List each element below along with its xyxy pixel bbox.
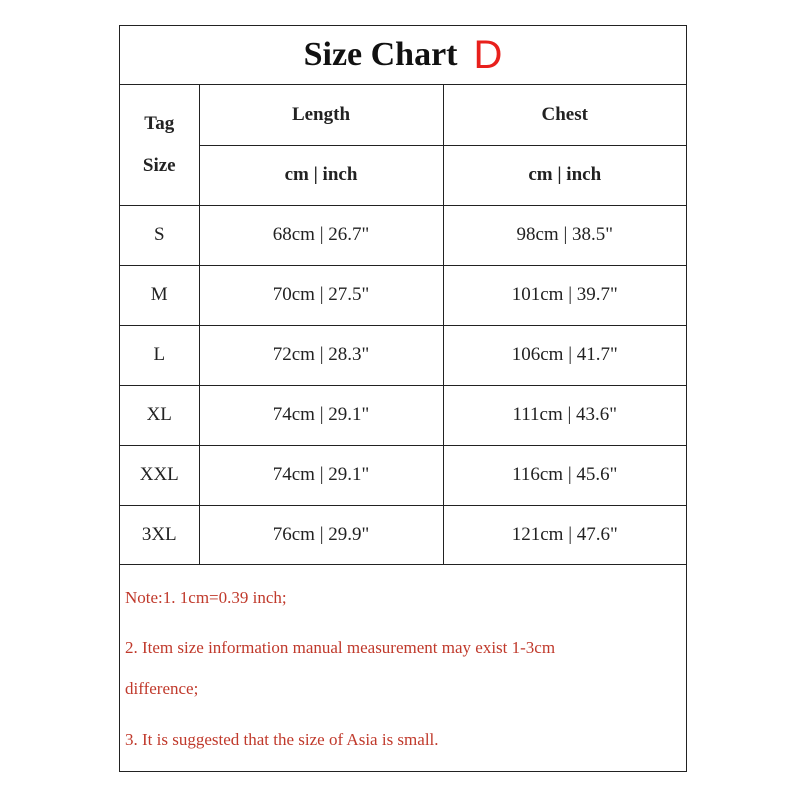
tag-size-header-line1: Tag — [144, 112, 175, 134]
length-cell: 72cm | 28.3" — [199, 325, 443, 385]
tag-size-header-line2: Size — [142, 154, 176, 176]
note-line-2: 2. Item size information manual measurement may exist 1-3cm — [125, 638, 556, 657]
table-row — [120, 205, 686, 265]
table-row — [120, 265, 686, 325]
table-row — [120, 445, 686, 505]
chest-header: Chest — [443, 85, 686, 145]
chest-cell: 98cm | 38.5" — [443, 205, 686, 265]
note-line-4: 3. It is suggested that the size of Asia is small. — [125, 730, 439, 749]
size-cell: 3XL — [120, 505, 199, 564]
chest-cell: 111cm | 43.6" — [443, 385, 686, 445]
length-cell: 70cm | 27.5" — [199, 265, 443, 325]
table-row — [120, 505, 686, 564]
size-table — [120, 85, 686, 565]
chart-variant-letter: D — [473, 33, 503, 77]
size-cell: M — [120, 265, 199, 325]
length-header: Length — [199, 85, 443, 145]
notes-section — [120, 564, 686, 771]
header-row — [120, 85, 686, 145]
chest-cell: 116cm | 45.6" — [443, 445, 686, 505]
table-row — [120, 385, 686, 445]
units-row — [120, 145, 686, 205]
note-line-1: Note:1. 1cm=0.39 inch; — [125, 588, 287, 607]
size-cell: XXL — [120, 445, 199, 505]
chart-title: Size Chart — [303, 36, 458, 73]
size-cell: S — [120, 205, 199, 265]
size-cell: L — [120, 325, 199, 385]
chest-cell: 101cm | 39.7" — [443, 265, 686, 325]
title-row — [120, 26, 686, 85]
length-units-header: cm | inch — [199, 145, 443, 205]
length-cell: 74cm | 29.1" — [199, 445, 443, 505]
size-chart — [119, 25, 687, 772]
size-cell: XL — [120, 385, 199, 445]
tag-size-header — [120, 85, 199, 205]
table-row — [120, 325, 686, 385]
chest-units-header: cm | inch — [443, 145, 686, 205]
length-cell: 74cm | 29.1" — [199, 385, 443, 445]
length-cell: 68cm | 26.7" — [199, 205, 443, 265]
chest-cell: 121cm | 47.6" — [443, 505, 686, 564]
length-cell: 76cm | 29.9" — [199, 505, 443, 564]
note-line-3: difference; — [125, 679, 199, 698]
chest-cell: 106cm | 41.7" — [443, 325, 686, 385]
